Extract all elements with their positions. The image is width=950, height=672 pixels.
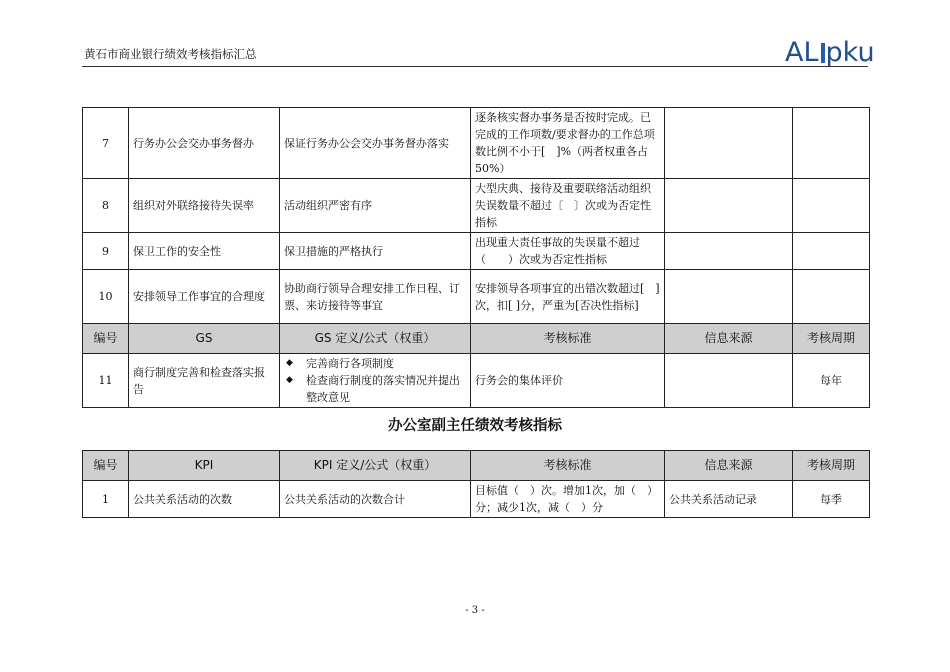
row-period: 每季 bbox=[793, 481, 870, 518]
logo-text-a: AL bbox=[785, 37, 819, 68]
row-num: 10 bbox=[83, 270, 129, 324]
row-name: 行务办公会交办事务督办 bbox=[129, 108, 280, 179]
header-num: 编号 bbox=[83, 324, 129, 354]
logo-bar-icon bbox=[821, 43, 825, 63]
row-period bbox=[793, 270, 870, 324]
row-source bbox=[665, 179, 793, 233]
table-row bbox=[83, 108, 870, 179]
page-number: - 3 - bbox=[465, 605, 485, 616]
header-name: GS bbox=[129, 324, 280, 354]
row-name: 公共关系活动的次数 bbox=[129, 481, 280, 518]
row-definition bbox=[280, 354, 471, 408]
kpi-table-director bbox=[82, 107, 870, 408]
kpi-table-deputy bbox=[82, 450, 870, 518]
list-item bbox=[284, 355, 466, 372]
row-source bbox=[665, 108, 793, 179]
row-num: 11 bbox=[83, 354, 129, 408]
section-title: 办公室副主任绩效考核指标 bbox=[388, 418, 562, 434]
bullet-text: 完善商行各项制度 bbox=[306, 357, 394, 370]
header-rule bbox=[82, 66, 868, 67]
row-period: 每年 bbox=[793, 354, 870, 408]
row-criteria: 行务会的集体评价 bbox=[471, 354, 665, 408]
table-row bbox=[83, 354, 870, 408]
row-name: 商行制度完善和检查落实报告 bbox=[129, 354, 280, 408]
row-source: 公共关系活动记录 bbox=[665, 481, 793, 518]
header-name: KPI bbox=[129, 451, 280, 481]
header-source: 信息来源 bbox=[665, 324, 793, 354]
table-row bbox=[83, 481, 870, 518]
header-definition: GS 定义/公式（权重） bbox=[280, 324, 471, 354]
header-criteria: 考核标准 bbox=[471, 451, 665, 481]
table-row bbox=[83, 270, 870, 324]
header-source: 信息来源 bbox=[665, 451, 793, 481]
row-num: 1 bbox=[83, 481, 129, 518]
document-header-title: 黄石市商业银行绩效考核指标汇总 bbox=[84, 47, 257, 61]
bullet-text: 检查商行制度的落实情况并提出整改意见 bbox=[306, 374, 460, 404]
row-num: 9 bbox=[83, 233, 129, 270]
row-definition: 保证行务办公会交办事务督办落实 bbox=[280, 108, 471, 179]
row-criteria: 目标值（ ）次。增加1次，加（ ）分；减少1次，减（ ）分 bbox=[471, 481, 665, 518]
header-definition: KPI 定义/公式（权重） bbox=[280, 451, 471, 481]
logo-text-b: pku bbox=[825, 37, 875, 68]
list-item bbox=[284, 372, 466, 406]
row-num: 8 bbox=[83, 179, 129, 233]
row-criteria: 逐条核实督办事务是否按时完成。已完成的工作项数/要求督办的工作总项数比例不小于[ ]%（两者权重各占50%） bbox=[471, 108, 665, 179]
diamond-bullet-icon: ◆ bbox=[286, 358, 293, 368]
diamond-bullet-icon: ◆ bbox=[286, 375, 293, 385]
row-name: 组织对外联络接待失误率 bbox=[129, 179, 280, 233]
header-period: 考核周期 bbox=[793, 324, 870, 354]
row-criteria: 大型庆典、接待及重要联络活动组织失误数量不超过〔 〕次或为否定性指标 bbox=[471, 179, 665, 233]
row-source bbox=[665, 233, 793, 270]
table-row bbox=[83, 233, 870, 270]
definition-bullet-list bbox=[284, 355, 466, 406]
row-period bbox=[793, 179, 870, 233]
row-name: 安排领导工作事宜的合理度 bbox=[129, 270, 280, 324]
header-criteria: 考核标准 bbox=[471, 324, 665, 354]
row-period bbox=[793, 233, 870, 270]
row-criteria: 出现重大责任事故的失误量不超过（ ）次或为否定性指标 bbox=[471, 233, 665, 270]
row-source bbox=[665, 270, 793, 324]
row-definition: 活动组织严密有序 bbox=[280, 179, 471, 233]
row-num: 7 bbox=[83, 108, 129, 179]
header-num: 编号 bbox=[83, 451, 129, 481]
alpku-logo bbox=[785, 38, 875, 68]
table-header-row bbox=[83, 451, 870, 481]
row-definition: 保卫措施的严格执行 bbox=[280, 233, 471, 270]
row-source bbox=[665, 354, 793, 408]
row-definition: 公共关系活动的次数合计 bbox=[280, 481, 471, 518]
row-definition: 协助商行领导合理安排工作日程、订票、来访接待等事宜 bbox=[280, 270, 471, 324]
row-period bbox=[793, 108, 870, 179]
row-name: 保卫工作的安全性 bbox=[129, 233, 280, 270]
header-period: 考核周期 bbox=[793, 451, 870, 481]
row-criteria: 安排领导各项事宜的出错次数超过[ ]次，扣[ ]分，严重为[否决性指标] bbox=[471, 270, 665, 324]
table-header-row bbox=[83, 324, 870, 354]
table-row bbox=[83, 179, 870, 233]
